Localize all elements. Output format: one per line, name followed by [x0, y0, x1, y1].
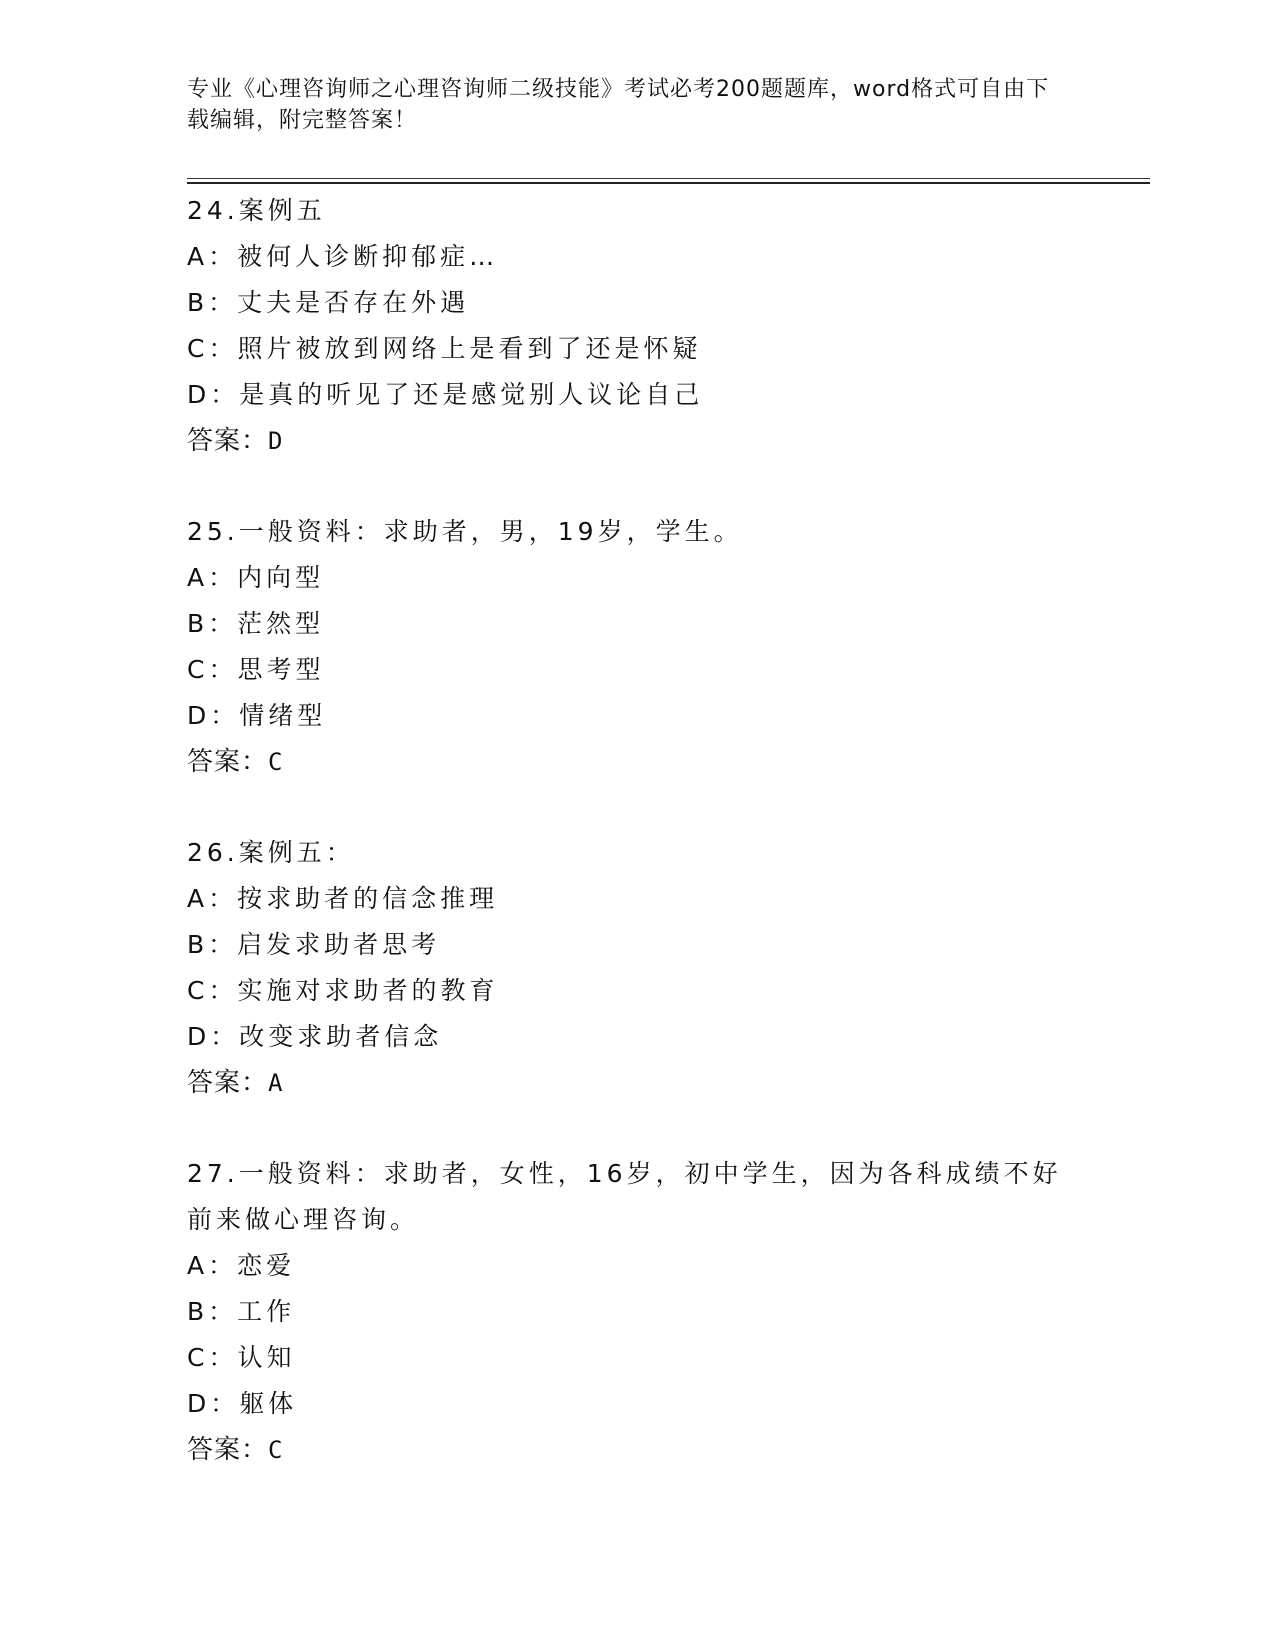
answer-line [187, 1060, 1087, 1106]
header-divider-thin [187, 178, 1150, 179]
answer-label: 答案： [187, 747, 269, 777]
option-d: D：改变求助者信念 [187, 1022, 443, 1051]
answer-value: C [268, 748, 284, 776]
option-b: B：工作 [187, 1297, 296, 1326]
answer-value: A [268, 1069, 284, 1097]
answer-label: 答案： [187, 1068, 269, 1098]
option-a: A：被何人诊断抑郁症… [187, 242, 499, 271]
option-a: A：内向型 [187, 563, 325, 592]
option-b: B：丈夫是否存在外遇 [187, 288, 470, 317]
answer-line [187, 418, 1087, 464]
answer-label: 答案： [187, 1435, 269, 1465]
answer-value: D [268, 427, 284, 455]
question-stem: 25.一般资料：求助者，男，19岁，学生。 [187, 517, 743, 546]
question-stem: 27.一般资料：求助者，女性，16岁，初中学生，因为各科成绩不好前来做心理咨询。 [187, 1159, 1062, 1234]
answer-line [187, 1427, 1087, 1473]
option-c: C：思考型 [187, 655, 325, 684]
answer-line [187, 739, 1087, 785]
option-b: B：启发求助者思考 [187, 930, 441, 959]
question-24 [187, 188, 1087, 464]
option-c: C：认知 [187, 1343, 296, 1372]
option-a: A：按求助者的信念推理 [187, 884, 499, 913]
header-divider-thick [187, 182, 1150, 184]
option-b: B：茫然型 [187, 609, 325, 638]
option-a: A：恋爱 [187, 1251, 296, 1280]
document-header [187, 74, 1067, 136]
answer-label: 答案： [187, 426, 269, 456]
question-list [187, 188, 1087, 1518]
question-stem: 26.案例五： [187, 838, 355, 867]
option-d: D：躯体 [187, 1389, 298, 1418]
question-stem: 24.案例五 [187, 196, 326, 225]
question-26 [187, 830, 1087, 1106]
option-d: D：是真的听见了还是感觉别人议论自己 [187, 380, 704, 409]
header-title: 专业《心理咨询师之心理咨询师二级技能》考试必考200题题库，word格式可自由下载编辑，附完整答案！ [187, 77, 1050, 133]
question-27 [187, 1151, 1087, 1473]
option-c: C：照片被放到网络上是看到了还是怀疑 [187, 334, 702, 363]
option-c: C：实施对求助者的教育 [187, 976, 499, 1005]
answer-value: C [268, 1436, 284, 1464]
option-d: D：情绪型 [187, 701, 327, 730]
question-25 [187, 509, 1087, 785]
